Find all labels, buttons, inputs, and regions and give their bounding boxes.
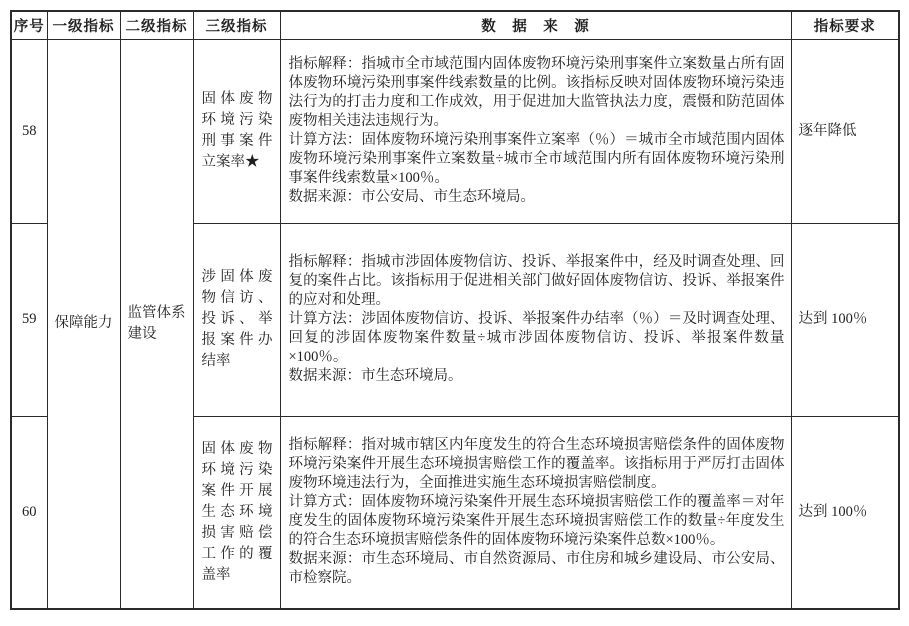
paragraph-calculation-method: 计算方法：涉固体废物信访、投诉、举报案件办结率（％）＝及时调查处理、回复的涉固体废物案件数量÷城市涉固体废物信访、投诉、举报案件数量×100％。 [288, 311, 785, 365]
cell-level2-merged: 监管体系建设 [120, 39, 193, 609]
paragraph-indicator-explanation: 指标解释：指对城市辖区内年度发生的符合生态环境损害赔偿条件的固体废物环境污染案件开展生态环境损害赔偿工作的覆盖率。该指标用于严厉打击固体废物环境违法行为，全面推进实施生态环境损害赔偿制度。 [288, 437, 785, 492]
cell-data-source-59 [280, 223, 791, 416]
indicator-table [10, 10, 900, 610]
header-level1-indicator: 一级指标 [47, 11, 120, 39]
paragraph-calculation-method: 计算方法：固体废物环境污染刑事案件立案率（％）＝城市全市域范围内固体废物环境污染刑事案件立案数量÷城市全市域范围内所有固体废物环境污染刑事案件线索数量×100％。 [288, 132, 785, 186]
header-level3-indicator: 三级指标 [193, 11, 280, 39]
cell-requirement-60: 达到 100％ [791, 416, 899, 609]
cell-level1-merged: 保障能力 [47, 39, 120, 609]
table-row-58 [11, 39, 899, 223]
paragraph-data-source: 数据来源：市生态环境局、市自然资源局、市住房和城乡建设局、市公安局、市检察院。 [288, 551, 785, 587]
header-serial-number: 序号 [11, 11, 47, 39]
cell-data-source-58 [280, 39, 791, 223]
paragraph-calculation-method: 计算方式：固体废物环境污染案件开展生态环境损害赔偿工作的覆盖率＝对年度发生的固体废物环境污染案件开展生态环境损害赔偿工作的数量÷年度发生的符合生态环境损害赔偿条件的固体废物环境污染案件总数×100％。 [288, 494, 785, 549]
header-indicator-requirement: 指标要求 [791, 11, 899, 39]
header-level2-indicator: 二级指标 [120, 11, 193, 39]
paragraph-indicator-explanation: 指标解释：指城市全市域范围内固体废物环境污染刑事案件立案数量占所有固体废物环境污染刑事案件线索数量的比例。该指标反映对固体废物环境污染违法行为的打击力度和工作成效，用于促进加大监管执法力度，震慑和防范固体废物相关违法违规行为。 [288, 56, 785, 129]
cell-serial-59: 59 [11, 223, 47, 416]
cell-level3-60: 固体废物环境污染案件开展生态环境损害赔偿工作的覆盖率 [193, 416, 280, 609]
cell-serial-58: 58 [11, 39, 47, 223]
cell-requirement-59: 达到 100％ [791, 223, 899, 416]
table-header-row [11, 11, 899, 39]
header-data-source: 数 据 来 源 [280, 11, 791, 39]
paragraph-data-source: 数据来源：市公安局、市生态环境局。 [288, 189, 535, 205]
paragraph-indicator-explanation: 指标解释：指城市涉固体废物信访、投诉、举报案件中，经及时调查处理、回复的案件占比。该指标用于促进相关部门做好固体废物信访、投诉、举报案件的应对和处理。 [288, 254, 785, 308]
paragraph-data-source: 数据来源：市生态环境局。 [288, 368, 463, 384]
cell-level3-58: 固体废物环境污染刑事案件立案率★ [193, 39, 280, 223]
cell-level3-59: 涉固体废物信访、投诉、举报案件办结率 [193, 223, 280, 416]
cell-data-source-60 [280, 416, 791, 609]
cell-requirement-58: 逐年降低 [791, 39, 899, 223]
cell-serial-60: 60 [11, 416, 47, 609]
